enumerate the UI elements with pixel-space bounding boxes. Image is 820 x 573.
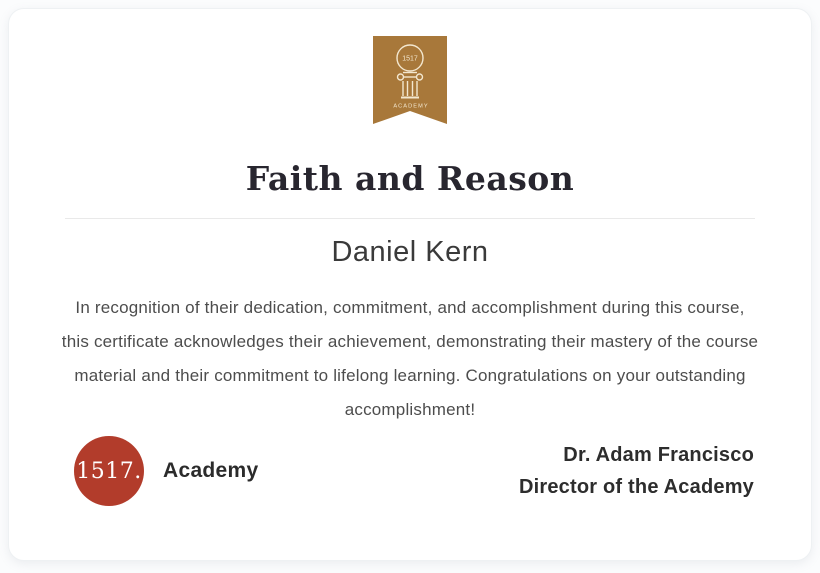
signer-title: Director of the Academy — [518, 476, 754, 498]
certificate-footer — [9, 436, 811, 506]
1517-logo — [74, 436, 144, 506]
logo-year-text: 1517. — [76, 458, 142, 484]
certificate-description: In recognition of their dedication, commitment, and accomplishment during this course, this certificate acknowledges their achievement, demonstrating their mastery of the course material and their commitment to lifelong learning. Congratulations on your outstanding accomplishment! — [61, 298, 759, 419]
ribbon-year-text: 1517 — [402, 55, 418, 63]
ribbon-shape — [373, 36, 447, 124]
recipient-name: Daniel Kern — [331, 236, 489, 268]
course-title: Faith and Reason — [245, 159, 575, 198]
signature-block — [519, 439, 754, 503]
brand-group — [74, 436, 258, 506]
signer-name: Dr. Adam Francisco — [563, 444, 754, 466]
ribbon-academy-text: ACADEMY — [393, 103, 429, 110]
academy-ribbon-banner — [373, 36, 447, 124]
org-name-label: Academy — [163, 459, 259, 482]
divider — [65, 218, 755, 219]
certificate-card — [8, 8, 812, 561]
